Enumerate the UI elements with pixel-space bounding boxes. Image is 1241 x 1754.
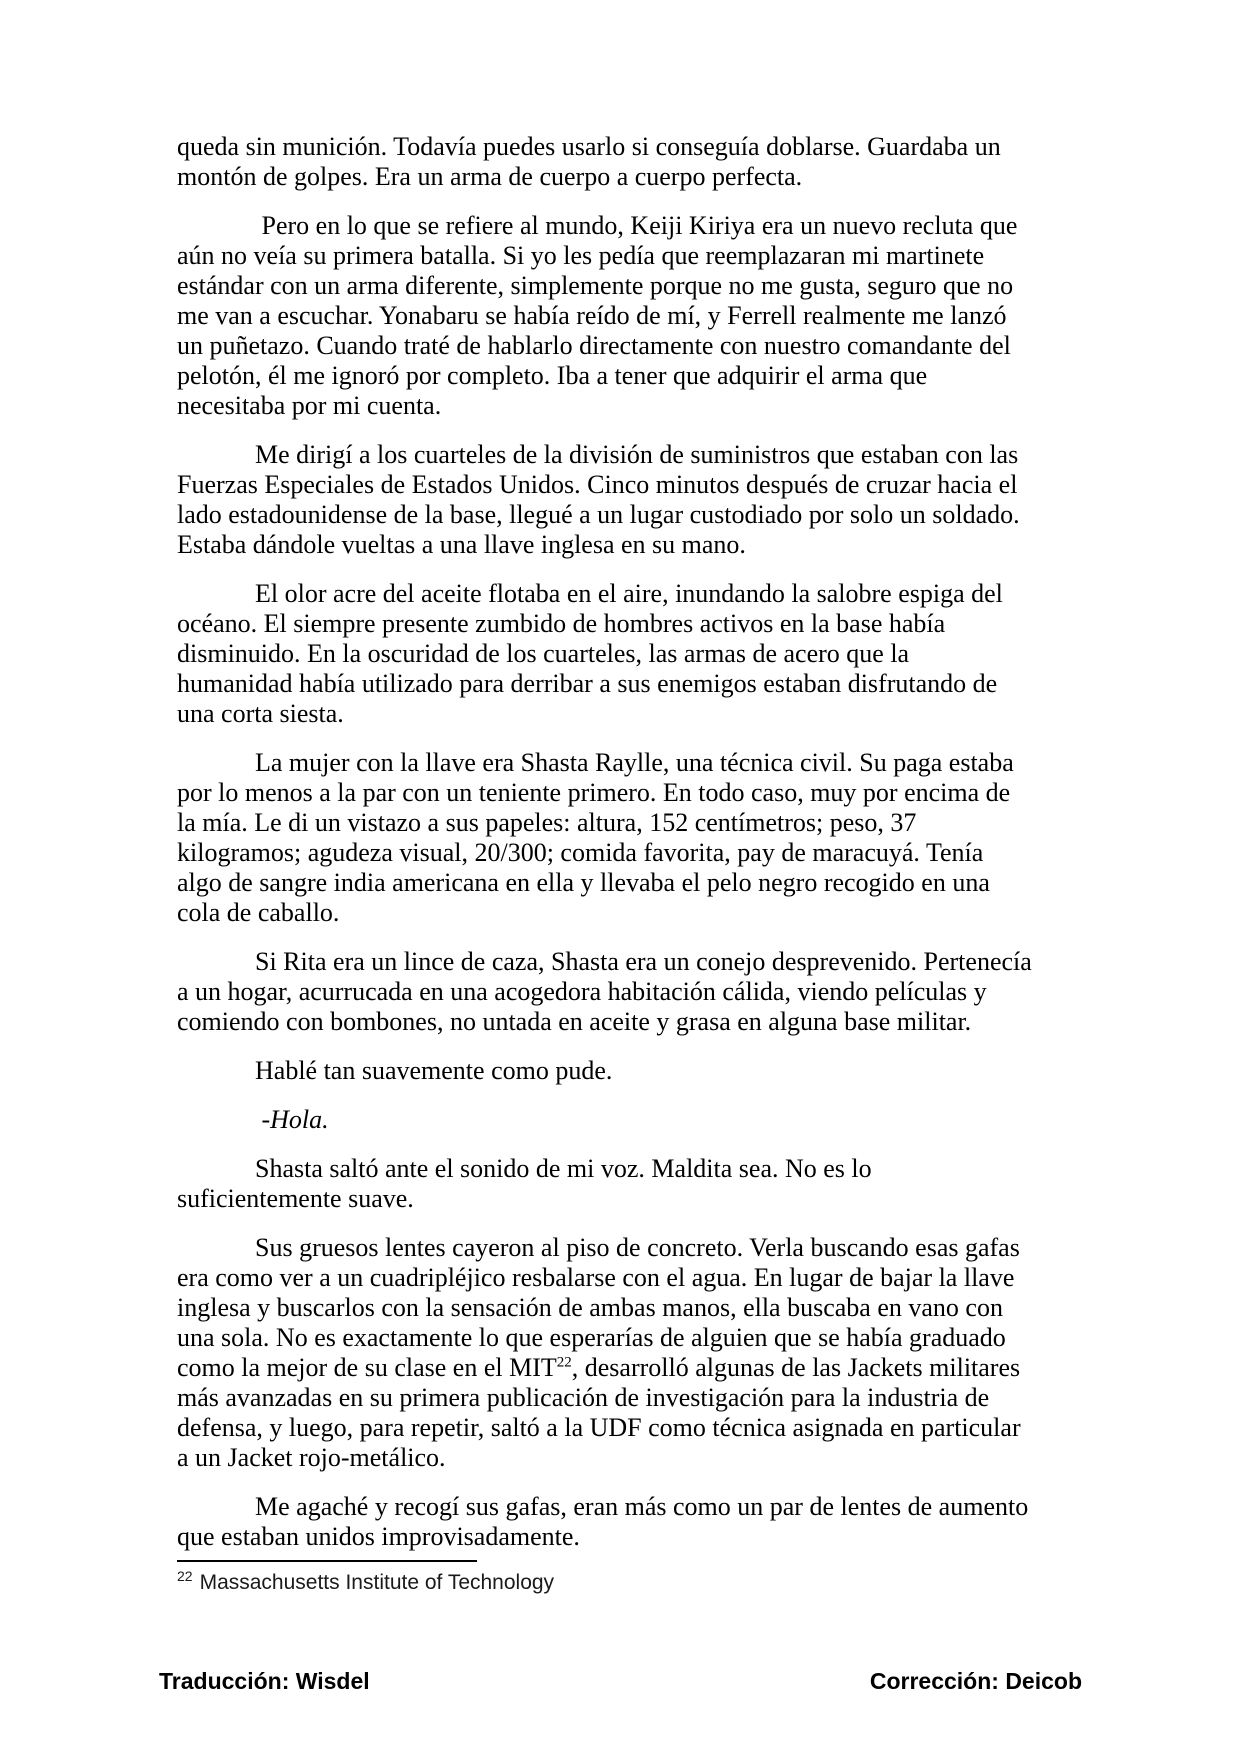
- text-line: algo de sangre india americana en ella y llevaba el pelo negro recogido en una: [177, 868, 990, 897]
- text-line: aún no veía su primera batalla. Si yo les pedía que reemplazaran mi martinete: [177, 241, 985, 270]
- text-line: por lo menos a la par con un teniente primero. En todo caso, muy por encima de: [177, 778, 1011, 807]
- paragraph: [177, 1056, 1097, 1086]
- text-line: suficientemente suave.: [177, 1184, 414, 1213]
- footnote-marker: 22: [177, 1568, 193, 1584]
- footer-translator-credit: Traducción: Wisdel: [159, 1668, 370, 1694]
- paragraph: [177, 579, 1097, 729]
- text-line: a un Jacket rojo-metálico.: [177, 1443, 446, 1472]
- paragraph: [177, 1233, 1097, 1473]
- text-line: Me dirigí a los cuarteles de la división de suministros que estaban con las: [255, 440, 1019, 469]
- text-line: que estaban unidos improvisadamente.: [177, 1522, 580, 1551]
- text-line: me van a escuchar. Yonabaru se había reído de mí, y Ferrell realmente me lanzó: [177, 301, 1007, 330]
- text-line: océano. El siempre presente zumbido de hombres activos en la base había: [177, 609, 946, 638]
- text-line: -Hola.: [255, 1105, 329, 1134]
- paragraph: [177, 440, 1097, 560]
- text-line: inglesa y buscarlos con la sensación de ambas manos, ella buscaba en vano con: [177, 1293, 1003, 1322]
- paragraph: [177, 1492, 1097, 1552]
- text-line: un puñetazo. Cuando traté de hablarlo directamente con nuestro comandante del: [177, 331, 1011, 360]
- footnote-reference: 22: [556, 1354, 572, 1371]
- text-line: El olor acre del aceite flotaba en el aire, inundando la salobre espiga del: [255, 579, 1003, 608]
- text-line: era como ver a un cuadripléjico resbalarse con el agua. En lugar de bajar la llave: [177, 1263, 1015, 1292]
- footnote-text: Massachusetts Institute of Technology: [199, 1571, 555, 1594]
- text-line: disminuido. En la oscuridad de los cuarteles, las armas de acero que la: [177, 639, 910, 668]
- text-line: Fuerzas Especiales de Estados Unidos. Cinco minutos después de cruzar hacia el: [177, 470, 1018, 499]
- paragraph: [177, 1105, 1097, 1135]
- text-segment: como la mejor de su clase en el MIT: [177, 1353, 557, 1382]
- text-line: La mujer con la llave era Shasta Raylle, una técnica civil. Su paga estaba: [255, 748, 1014, 777]
- text-line: kilogramos; agudeza visual, 20/300; comida favorita, pay de maracuyá. Tenía: [177, 838, 984, 867]
- footnote-separator: [177, 1560, 477, 1562]
- text-line: Sus gruesos lentes cayeron al piso de concreto. Verla buscando esas gafas: [255, 1233, 1020, 1262]
- text-line: lado estadounidense de la base, llegué a un lugar custodiado por solo un soldado.: [177, 500, 1020, 529]
- text-line: pelotón, él me ignoró por completo. Iba a tener que adquirir el arma que: [177, 361, 928, 390]
- text-segment: , desarrolló algunas de las Jackets militares: [571, 1353, 1021, 1382]
- page-footer: [159, 1668, 1082, 1695]
- text-line: Si Rita era un lince de caza, Shasta era un conejo desprevenido. Pertenecía: [255, 947, 1032, 976]
- text-line: estándar con un arma diferente, simplemente porque no me gusta, seguro que no: [177, 271, 1014, 300]
- text-line: montón de golpes. Era un arma de cuerpo a cuerpo perfecta.: [177, 162, 803, 191]
- text-line: a un hogar, acurrucada en una acogedora habitación cálida, viendo películas y: [177, 977, 987, 1006]
- text-line: [177, 1353, 1097, 1383]
- paragraph: [177, 947, 1097, 1037]
- text-line: una corta siesta.: [177, 699, 344, 728]
- text-line: humanidad había utilizado para derribar a sus enemigos estaban disfrutando de: [177, 669, 998, 698]
- text-line: necesitaba por mi cuenta.: [177, 391, 442, 420]
- footnote-area: [177, 1560, 1097, 1596]
- paragraph: [177, 748, 1097, 928]
- footer-corrector-credit: Corrección: Deicob: [869, 1668, 1082, 1694]
- text-line: Me agaché y recogí sus gafas, eran más como un par de lentes de aumento: [255, 1492, 1029, 1521]
- text-line: Pero en lo que se refiere al mundo, Keiji Kiriya era un nuevo recluta que: [255, 211, 1018, 240]
- text-line: Hablé tan suavemente como pude.: [255, 1056, 613, 1085]
- text-line: la mía. Le di un vistazo a sus papeles: altura, 152 centímetros; peso, 37: [177, 808, 917, 837]
- text-line: comiendo con bombones, no untada en aceite y grasa en alguna base militar.: [177, 1007, 972, 1036]
- text-line: Estaba dándole vueltas a una llave inglesa en su mano.: [177, 530, 746, 559]
- text-line: Shasta saltó ante el sonido de mi voz. Maldita sea. No es lo: [255, 1154, 872, 1183]
- text-line: una sola. No es exactamente lo que esperarías de alguien que se había graduado: [177, 1323, 1006, 1352]
- paragraph: [177, 211, 1097, 421]
- paragraph: [177, 1154, 1097, 1214]
- text-line: queda sin munición. Todavía puedes usarlo si conseguía doblarse. Guardaba un: [177, 132, 1001, 161]
- footnote: [177, 1570, 1097, 1596]
- text-line: cola de caballo.: [177, 898, 340, 927]
- text-line: defensa, y luego, para repetir, saltó a la UDF como técnica asignada en particular: [177, 1413, 1021, 1442]
- paragraph: [177, 132, 1097, 192]
- body-text: [177, 132, 1097, 1571]
- text-line: más avanzadas en su primera publicación de investigación para la industria de: [177, 1383, 990, 1412]
